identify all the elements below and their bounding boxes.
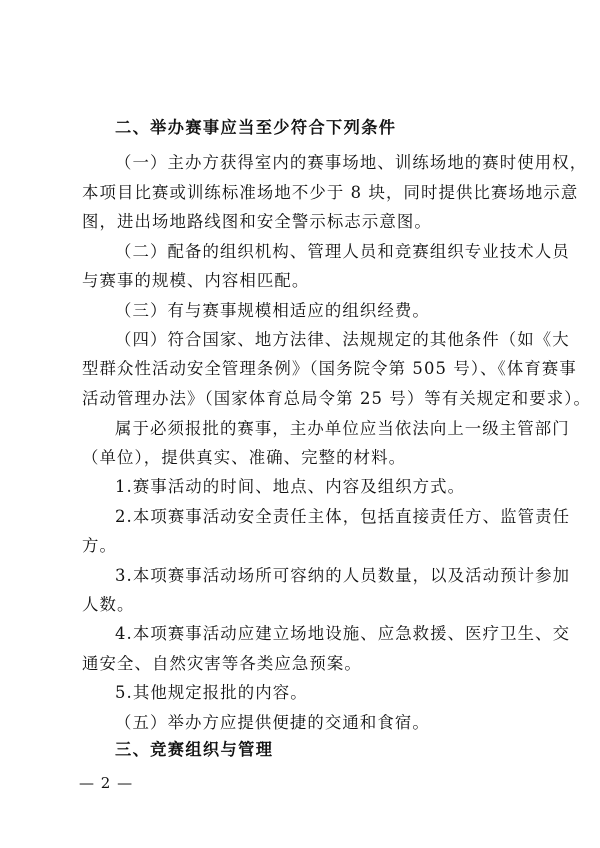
paragraph-line: 属于必须报批的赛事，主办单位应当依法向上一级主管部门 xyxy=(115,419,570,438)
paragraph-line: （三）有与赛事规模相适应的组织经费。 xyxy=(115,301,430,320)
list-item: 1.赛事活动的时间、地点、内容及组织方式。 xyxy=(115,477,466,496)
list-item: 3.本项赛事活动场所可容纳的人员数量，以及活动预计参加 xyxy=(115,566,571,585)
paragraph-line: （二）配备的组织机构、管理人员和竞赛组织专业技术人员 xyxy=(115,242,570,261)
list-item: 2.本项赛事活动安全责任主体，包括直接责任方、监管责任 xyxy=(115,507,571,526)
section-heading: 三、竞赛组织与管理 xyxy=(115,740,274,759)
list-item: 5.其他规定报批的内容。 xyxy=(115,683,308,702)
paragraph-line: 型群众性活动安全管理条例》（国务院令第 505 号）、《体育赛事 xyxy=(82,359,577,378)
paragraph-line: 与赛事的规模、内容相匹配。 xyxy=(82,271,310,290)
paragraph-line: （一）主办方获得室内的赛事场地、训练场地的赛时使用权， xyxy=(115,153,588,172)
paragraph-line: 图，进出场地路线图和安全警示标志示意图。 xyxy=(82,212,432,231)
paragraph-line: 活动管理办法》（国家体育总局令第 25 号）等有关规定和要求）。 xyxy=(82,389,592,408)
paragraph-line: （单位），提供真实、准确、完整的材料。 xyxy=(82,448,407,467)
list-item-continuation: 人数。 xyxy=(82,595,135,614)
section-heading: 二、举办赛事应当至少符合下列条件 xyxy=(115,118,397,137)
paragraph-line: （四）符合国家、地方法律、法规规定的其他条件（如《大 xyxy=(115,330,570,349)
list-item-continuation: 方。 xyxy=(82,536,117,555)
list-item-continuation: 通安全、自然灾害等各类应急预案。 xyxy=(82,654,362,673)
list-item: 4.本项赛事活动应建立场地设施、应急救援、医疗卫生、交 xyxy=(115,624,571,643)
paragraph-line: （五）举办方应提供便捷的交通和食宿。 xyxy=(115,713,430,732)
paragraph-line: 本项目比赛或训练标准场地不少于 8 块，同时提供比赛场地示意 xyxy=(82,183,579,202)
page-number: — 2 — xyxy=(79,774,134,792)
